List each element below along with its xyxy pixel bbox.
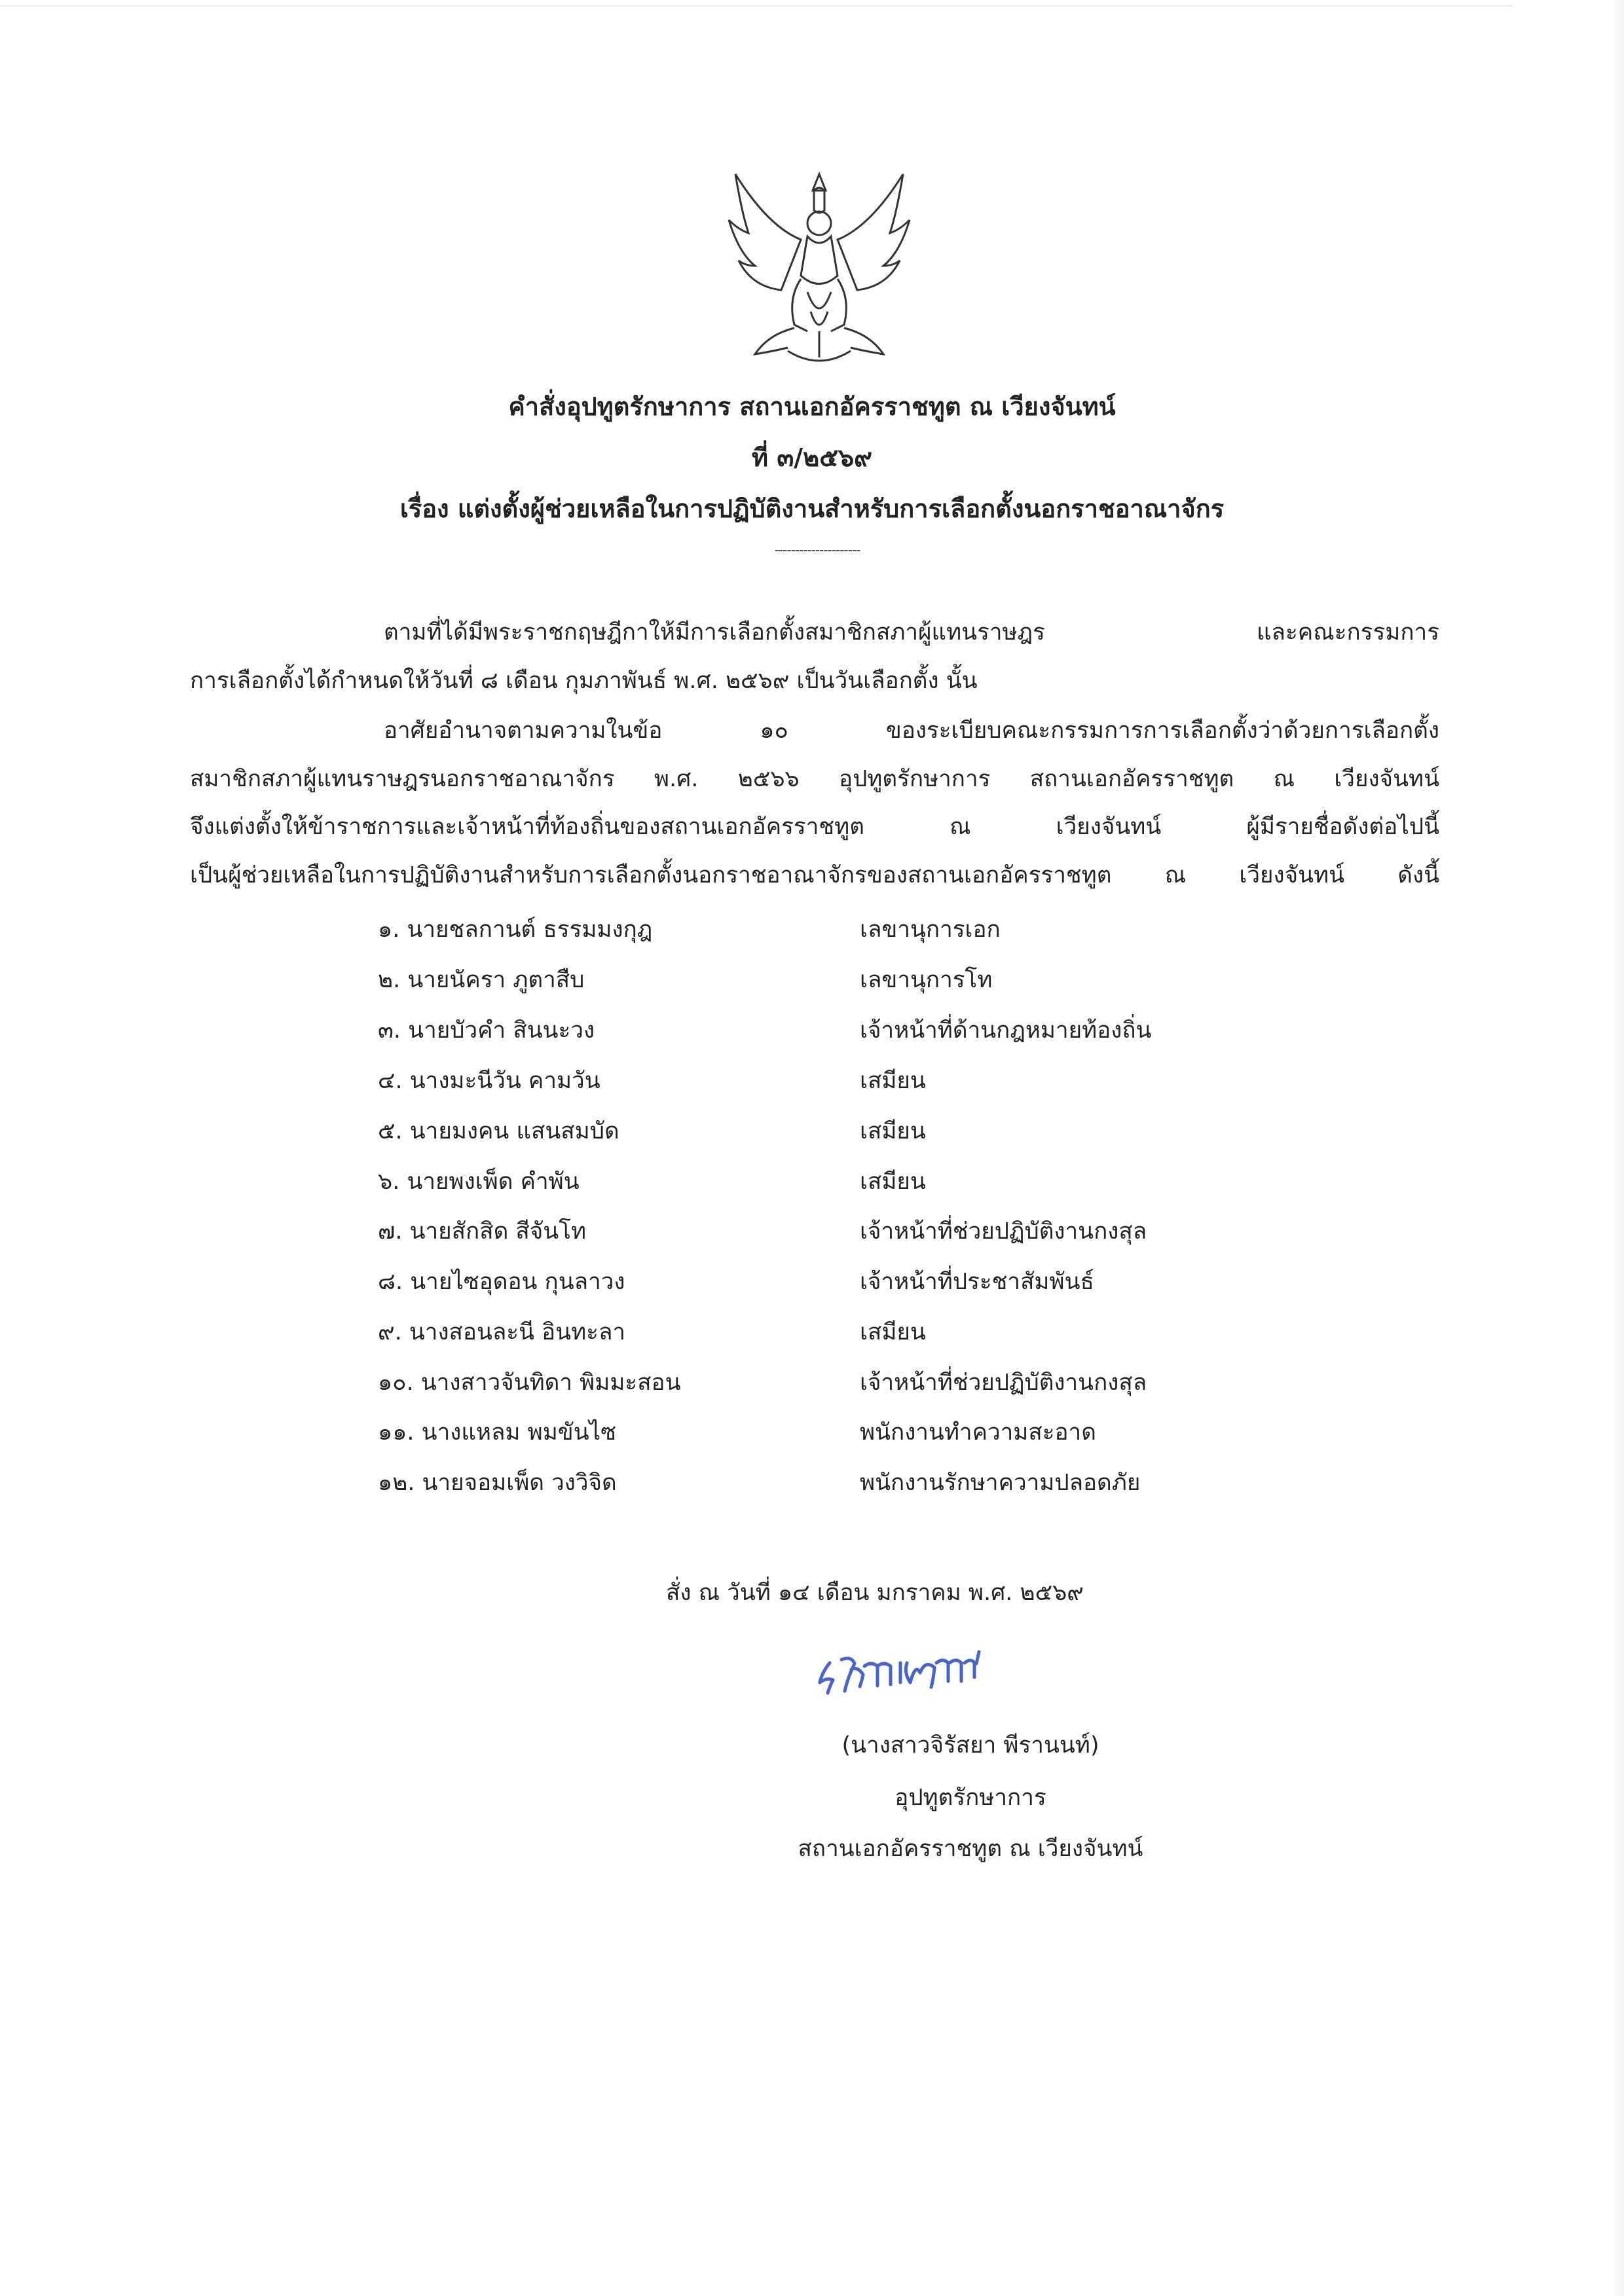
appointee-role: พนักงานทำความสะอาด <box>860 1419 1096 1446</box>
list-item <box>378 1262 1491 1302</box>
garuda-emblem-icon <box>722 161 916 369</box>
appointee-role: เจ้าหน้าที่ด้านกฎหมายท้องถิ่น <box>860 1017 1152 1044</box>
appointee-role: เสมียน <box>860 1169 926 1195</box>
list-item <box>378 1212 1491 1251</box>
appointee-name: ๓. นายบัวคำ สินนะวง <box>378 1017 595 1044</box>
appointee-name: ๔. นางมะนีวัน คามวัน <box>378 1068 600 1094</box>
appointee-name: ๒. นายนัครา ภูตาสืบ <box>378 967 585 993</box>
appointee-name: ๘. นายไซอุดอน กุนลาวง <box>378 1269 625 1295</box>
appointee-name: ๑๐. นางสาวจันทิดา พิมมะสอน <box>378 1370 681 1396</box>
appointee-name: ๕. นายมงคน แสนสมบัด <box>378 1118 619 1144</box>
appointee-role: เจ้าหน้าที่ช่วยปฏิบัติงานกงสุล <box>860 1370 1147 1396</box>
appointee-name: ๑๑. นางแหลม พมขันไซ <box>378 1419 616 1446</box>
appointee-role: เสมียน <box>860 1118 926 1144</box>
appointee-role: พนักงานรักษาความปลอดภัย <box>860 1470 1141 1496</box>
appointee-role: เจ้าหน้าที่ช่วยปฏิบัติงานกงสุล <box>860 1218 1147 1245</box>
appointee-role: เสมียน <box>860 1068 926 1094</box>
list-item <box>378 960 1491 1000</box>
list-item <box>378 1313 1491 1352</box>
appointee-name: ๗. นายสักสิด สีจันโท <box>378 1218 587 1245</box>
list-item <box>378 1011 1491 1050</box>
body-line-3: อาศัยอำนาจตามความในข้อ ๑๐ ของระเบียบคณะกรรมการการเลือกตั้งว่าด้วยการเลือกตั้ง <box>384 718 1439 744</box>
list-item <box>378 1413 1491 1452</box>
order-date: สั่ง ณ วันที่ ๑๔ เดือน มกราคม พ.ศ. ๒๕๖๙ <box>666 1580 1084 1606</box>
scan-edge-shadow <box>1612 0 1624 2296</box>
body-line-5: จึงแต่งตั้งให้ข้าราชการและเจ้าหน้าที่ท้องถิ่นของสถานเอกอัครราชทูต ณ เวียงจันทน์ ผู้มีรายชื่อดังต่อไปนี้ <box>190 814 1439 840</box>
scan-edge-line <box>0 5 1513 7</box>
body-line-4: สมาชิกสภาผู้แทนราษฎรนอกราชอาณาจักร พ.ศ. ๒๕๖๖ อุปทูตรักษาการ สถานเอกอัครราชทูต ณ เวียงจันทน์ <box>190 766 1439 792</box>
list-item <box>378 910 1491 949</box>
appointee-role: เสมียน <box>860 1319 926 1345</box>
body-line-6: เป็นผู้ช่วยเหลือในการปฏิบัติงานสำหรับการเลือกตั้งนอกราชอาณาจักรของสถานเอกอัครราชทูต ณ เวียงจันทน์ ดังนี้ <box>190 862 1439 888</box>
appointee-role: เลขานุการโท <box>860 967 993 993</box>
list-item <box>378 1363 1491 1402</box>
list-item <box>378 1112 1491 1151</box>
list-item <box>378 1061 1491 1101</box>
handwritten-signature <box>815 1647 1097 1699</box>
body-line-1: ตามที่ได้มีพระราชกฤษฎีกาให้มีการเลือกตั้งสมาชิกสภาผู้แทนราษฎร และคณะกรรมการ <box>384 619 1439 646</box>
list-item <box>378 1162 1491 1201</box>
appointee-name: ๖. นายพงเพ็ด คำพัน <box>378 1169 580 1195</box>
appointee-name: ๑๒. นายจอมเพ็ด วงวิจิด <box>378 1470 617 1496</box>
order-title: คำสั่งอุปทูตรักษาการ สถานเอกอัครราชทูต ณ เวียงจันทน์ <box>508 392 1116 421</box>
order-number: ที่ ๓/๒๕๖๙ <box>752 443 872 472</box>
body-line-2: การเลือกตั้งได้กำหนดให้วันที่ ๘ เดือน กุมภาพันธ์ พ.ศ. ๒๕๖๙ เป็นวันเลือกตั้ง นั้น <box>190 668 978 694</box>
title-divider: --------------------- <box>774 542 860 558</box>
appointee-name: ๑. นายชลกานต์ ธรรมมงกุฎ <box>378 917 653 943</box>
list-item <box>378 1463 1491 1503</box>
signer-position: อุปทูตรักษาการ <box>895 1785 1046 1811</box>
appointee-name: ๙. นางสอนละนี อินทะลา <box>378 1319 626 1345</box>
signer-office: สถานเอกอัครราชทูต ณ เวียงจันทน์ <box>798 1836 1143 1862</box>
signer-name: (นางสาวจิรัสยา พีรานนท์) <box>841 1732 1099 1758</box>
appointee-role: เจ้าหน้าที่ประชาสัมพันธ์ <box>860 1269 1094 1295</box>
order-subject: เรื่อง แต่งตั้งผู้ช่วยเหลือในการปฏิบัติงานสำหรับการเลือกตั้งนอกราชอาณาจักร <box>399 494 1225 523</box>
appointee-role: เลขานุการเอก <box>860 917 1001 943</box>
